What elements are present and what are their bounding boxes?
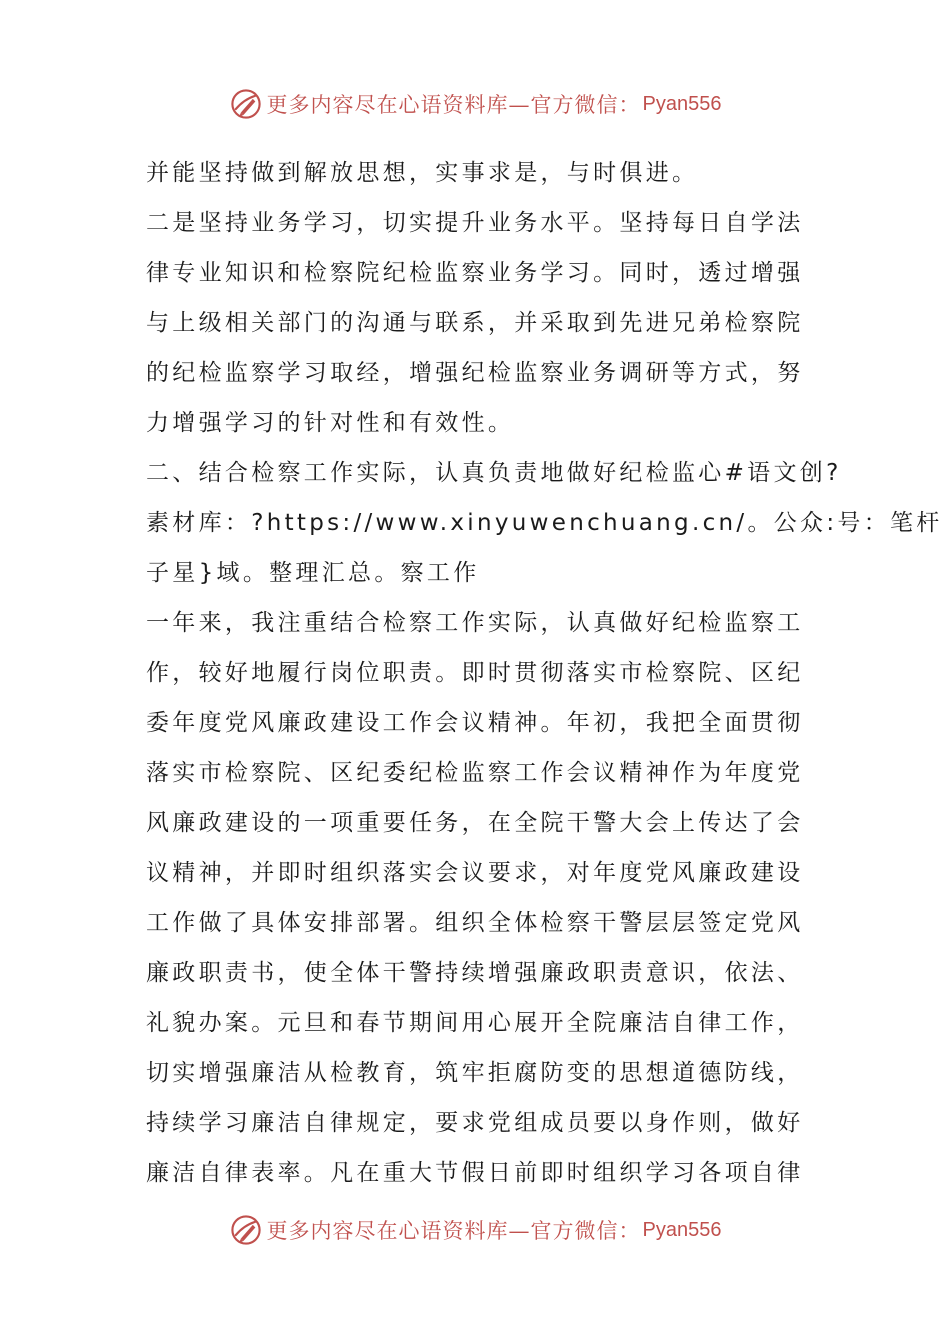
text-line: 落实市检察院、区纪委纪检监察工作会议精神作为年度党: [146, 760, 804, 786]
header-banner: [0, 84, 950, 124]
text-line: 工作做了具体安排部署。组织全体检察干警层层签定党风: [146, 910, 804, 936]
footer-banner: [0, 1210, 950, 1250]
text-line: 并能坚持做到解放思想，实事求是，与时俱进。: [146, 160, 699, 186]
text-line: 廉政职责书，使全体干警持续增强廉政职责意识，依法、: [146, 960, 804, 986]
text-line: 一年来，我注重结合检察工作实际，认真做好纪检监察工: [146, 610, 804, 636]
section-heading-line: 二、结合检察工作实际，认真负责地做好纪检监心#语文创?: [146, 460, 842, 486]
section-heading-line: 素材库：?https://www.xinyuwenchuang.cn/。公众:号：笔杆: [146, 510, 943, 536]
document-body: [146, 150, 943, 1200]
text-line: 切实增强廉洁从检教育，筑牢拒腐防变的思想道德防线，: [146, 1060, 804, 1086]
text-line: 持续学习廉洁自律规定，要求党组成员要以身作则，做好: [146, 1110, 804, 1136]
footer-banner-text: 更多内容尽在心语资料库—官方微信：: [266, 1219, 641, 1243]
section-heading-line: 子星}域。整理汇总。察工作: [146, 560, 480, 586]
pen-logo-icon: [229, 1213, 263, 1247]
text-line: 与上级相关部门的沟通与联系，并采取到先进兄弟检察院: [146, 310, 804, 336]
text-line: 议精神，并即时组织落实会议要求，对年度党风廉政建设: [146, 860, 804, 886]
header-banner-text: 更多内容尽在心语资料库—官方微信：: [266, 93, 641, 117]
header-banner-contact: Pyan556: [642, 92, 722, 115]
footer-banner-contact: Pyan556: [642, 1218, 722, 1241]
text-line: 力增强学习的针对性和有效性。: [146, 410, 515, 436]
pen-logo-icon: [229, 87, 263, 121]
text-line: 风廉政建设的一项重要任务，在全院干警大会上传达了会: [146, 810, 804, 836]
text-line: 作，较好地履行岗位职责。即时贯彻落实市检察院、区纪: [146, 660, 804, 686]
text-line: 二是坚持业务学习，切实提升业务水平。坚持每日自学法: [146, 210, 804, 236]
text-line: 律专业知识和检察院纪检监察业务学习。同时，透过增强: [146, 260, 804, 286]
text-line: 的纪检监察学习取经，增强纪检监察业务调研等方式，努: [146, 360, 804, 386]
text-line: 礼貌办案。元旦和春节期间用心展开全院廉洁自律工作，: [146, 1010, 804, 1036]
text-line: 廉洁自律表率。凡在重大节假日前即时组织学习各项自律: [146, 1160, 804, 1186]
text-line: 委年度党风廉政建设工作会议精神。年初，我把全面贯彻: [146, 710, 804, 736]
